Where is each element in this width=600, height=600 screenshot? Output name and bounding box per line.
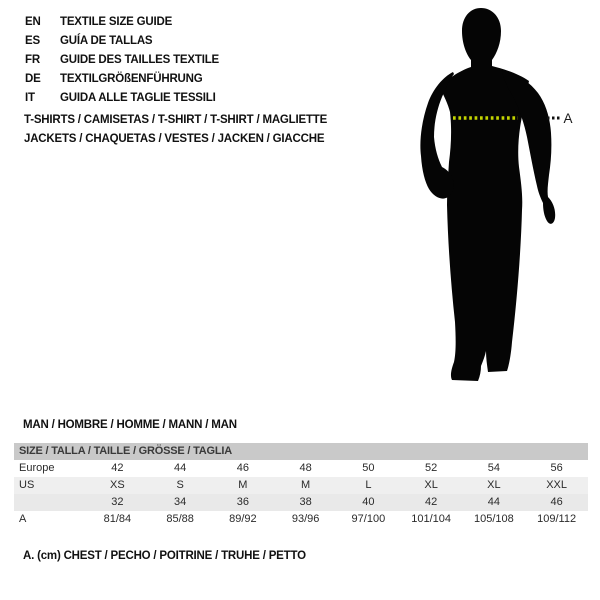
size-cell: 56 xyxy=(550,462,563,474)
size-cell: 38 xyxy=(299,496,312,508)
size-row-unlabeled xyxy=(14,494,588,511)
size-cell: 109/112 xyxy=(537,513,577,525)
size-cell: 52 xyxy=(425,462,438,474)
language-code: EN xyxy=(25,16,41,28)
language-row xyxy=(25,70,219,89)
size-cell: XL xyxy=(487,479,501,491)
language-code: FR xyxy=(25,54,40,66)
size-cell: L xyxy=(365,479,372,491)
size-table xyxy=(14,443,588,528)
size-cell: 50 xyxy=(362,462,375,474)
size-cell: M xyxy=(238,479,248,491)
size-cell: 46 xyxy=(236,462,249,474)
size-cell: 42 xyxy=(425,496,438,508)
size-row-us xyxy=(14,477,588,494)
silhouette-body xyxy=(440,8,529,381)
language-label: GUIDA ALLE TAGLIE TESSILI xyxy=(60,92,216,104)
size-cell: 48 xyxy=(299,462,312,474)
size-cell: 85/88 xyxy=(166,513,194,525)
language-row xyxy=(25,13,219,32)
size-cell: 101/104 xyxy=(411,513,451,525)
chest-measure-label: A xyxy=(563,111,573,126)
language-code: IT xyxy=(25,92,35,104)
size-cell: 40 xyxy=(362,496,375,508)
size-cell: XL xyxy=(424,479,438,491)
size-cell: 81/84 xyxy=(103,513,132,525)
language-row xyxy=(25,89,219,108)
row-label: A xyxy=(19,513,27,525)
size-cell: 42 xyxy=(111,462,124,474)
size-cell: 32 xyxy=(111,496,124,508)
size-cell: 97/100 xyxy=(351,513,386,525)
size-row-europe xyxy=(14,460,588,477)
row-label: Europe xyxy=(19,462,55,474)
category-tshirts-line: T-SHIRTS / CAMISETAS / T-SHIRT / T-SHIRT / MAGLIETTE xyxy=(24,114,328,126)
size-cell: 34 xyxy=(174,496,187,508)
size-cell: 44 xyxy=(487,496,500,508)
size-cell: S xyxy=(176,479,184,491)
language-row xyxy=(25,32,219,51)
footnote: A. (cm) CHEST / PECHO / POITRINE / TRUHE / PETTO xyxy=(23,550,306,562)
language-label: GUÍA DE TALLAS xyxy=(60,35,153,47)
language-label: TEXTILE SIZE GUIDE xyxy=(60,16,173,28)
category-lines xyxy=(24,111,327,148)
language-code: DE xyxy=(25,73,41,85)
size-row-chest-a xyxy=(14,511,588,528)
category-jackets-line: JACKETS / CHAQUETAS / VESTES / JACKEN / GIACCHE xyxy=(24,132,325,145)
size-cell: 105/108 xyxy=(473,513,514,525)
size-cell: 93/96 xyxy=(291,513,320,525)
size-cell: 44 xyxy=(174,462,187,474)
size-cell: XXL xyxy=(546,479,568,491)
size-cell: 46 xyxy=(550,496,563,508)
size-table-header: SIZE / TALLA / TAILLE / GRÖSSE / TAGLIA xyxy=(14,443,588,460)
size-cell: 54 xyxy=(487,462,500,474)
language-code: ES xyxy=(25,35,40,47)
size-cell: XS xyxy=(110,479,125,491)
size-cell: M xyxy=(301,479,311,491)
size-cell: 36 xyxy=(236,496,249,508)
language-row xyxy=(25,51,219,70)
section-title: MAN / HOMBRE / HOMME / MANN / MAN xyxy=(23,419,237,431)
size-cell: 89/92 xyxy=(229,513,257,525)
language-list xyxy=(25,13,219,108)
man-silhouette xyxy=(400,0,600,400)
language-label: GUIDE DES TAILLES TEXTILE xyxy=(60,54,219,66)
row-label: US xyxy=(19,479,35,491)
language-label: TEXTILGRÖßENFÜHRUNG xyxy=(60,73,203,85)
